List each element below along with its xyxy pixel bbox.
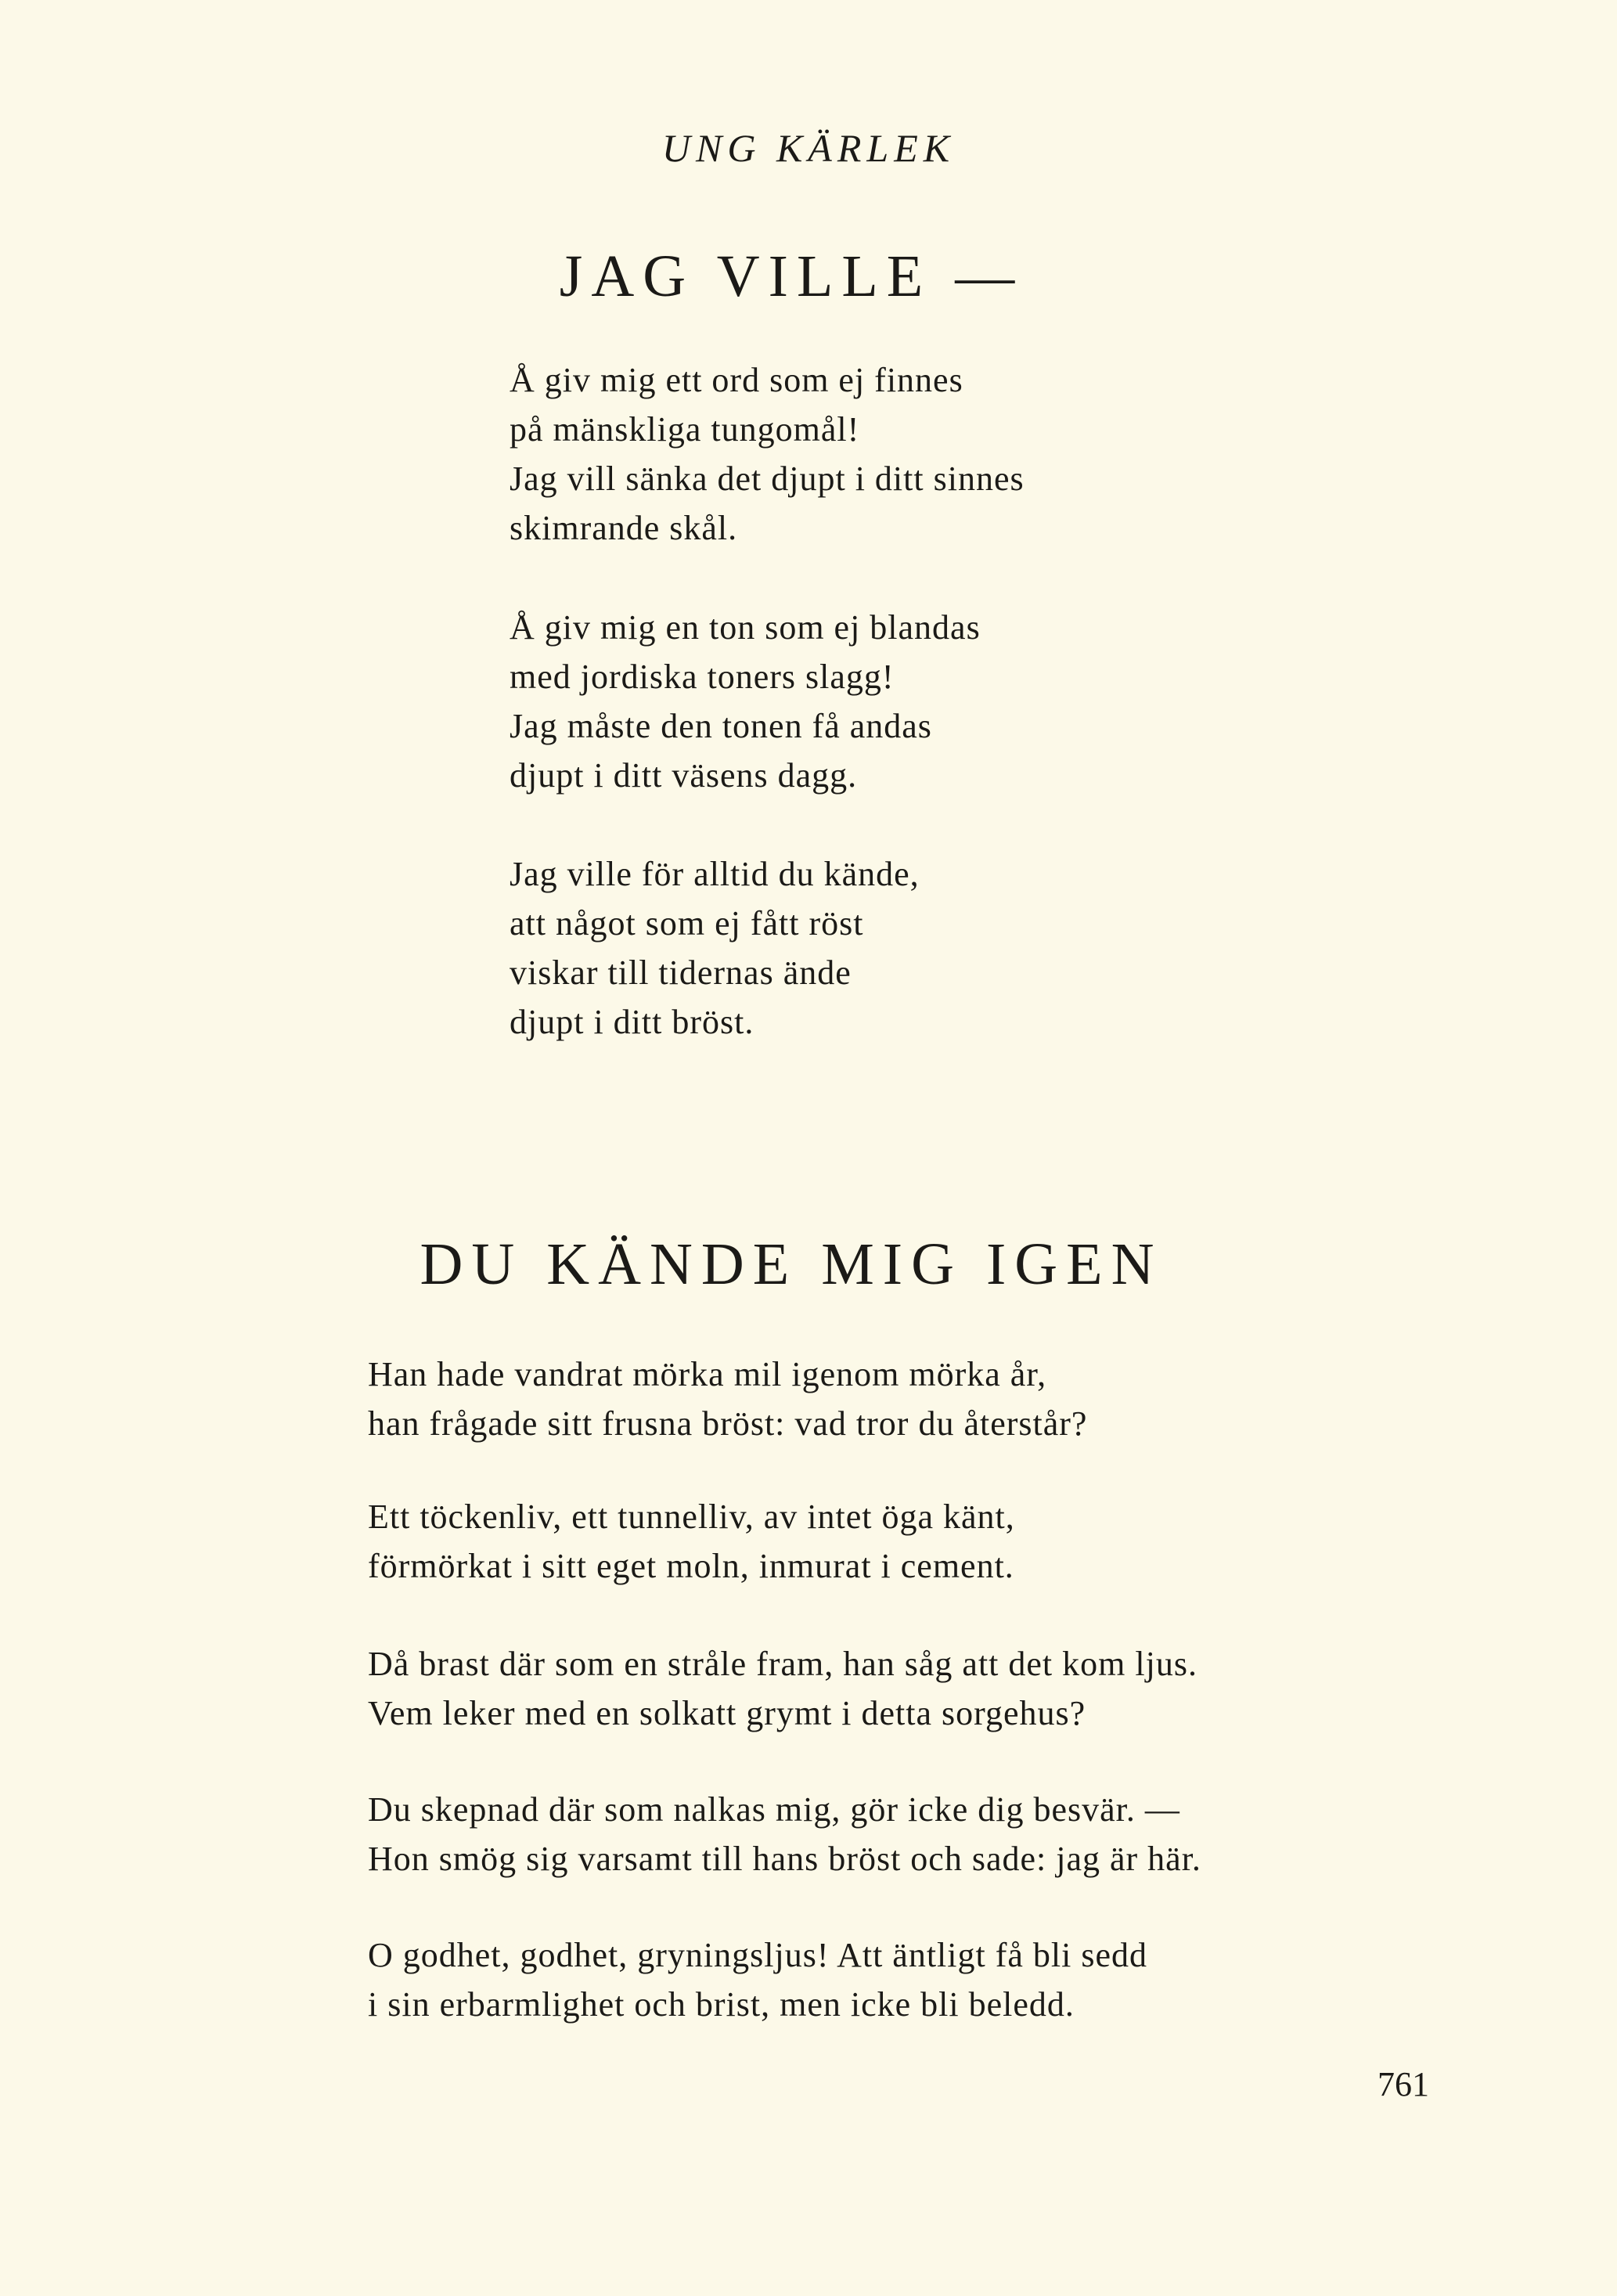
- stanza: [368, 1930, 1147, 2029]
- poem-title-du-kande-mig-igen: DU KÄNDE MIG IGEN: [420, 1231, 1163, 1297]
- verse-line: Då brast där som en stråle fram, han såg att det kom ljus.: [368, 1645, 1197, 1683]
- poem-title-jag-ville: JAG VILLE —: [559, 243, 1024, 309]
- verse-line: förmörkat i sitt eget moln, inmurat i cement.: [368, 1547, 1014, 1585]
- verse-line: Jag vill sänka det djupt i ditt sinnes: [510, 460, 1025, 498]
- page-number: 761: [1378, 2065, 1429, 2103]
- stanza: [368, 1350, 1087, 1448]
- section-title: UNG KÄRLEK: [661, 126, 956, 170]
- verse-line: skimrande skål.: [510, 509, 738, 547]
- verse-line: Du skepnad där som nalkas mig, gör icke dig besvär. —: [368, 1790, 1180, 1829]
- verse-line: viskar till tidernas ände: [510, 953, 852, 992]
- verse-line: på mänskliga tungomål!: [510, 410, 860, 449]
- verse-line: Jag måste den tonen få andas: [510, 707, 932, 745]
- verse-line: Vem leker med en solkatt grymt i detta sorgehus?: [368, 1694, 1086, 1732]
- verse-line: han frågade sitt frusna bröst: vad tror du återstår?: [368, 1404, 1088, 1443]
- stanza: [368, 1785, 1201, 1883]
- verse-line: Han hade vandrat mörka mil igenom mörka år,: [368, 1355, 1047, 1393]
- verse-line: Jag ville för alltid du kände,: [510, 855, 920, 893]
- stanza: [510, 603, 981, 800]
- verse-line: Ett töckenliv, ett tunnelliv, av intet öga känt,: [368, 1498, 1015, 1536]
- stanza: [510, 849, 920, 1047]
- stanza: [510, 355, 1025, 553]
- verse-line: Hon smög sig varsamt till hans bröst och sade: jag är här.: [368, 1840, 1201, 1878]
- verse-line: djupt i ditt väsens dagg.: [510, 756, 858, 795]
- verse-line: Å giv mig ett ord som ej finnes: [510, 361, 963, 399]
- verse-line: Å giv mig en ton som ej blandas: [510, 608, 981, 647]
- verse-line: att något som ej fått röst: [510, 904, 864, 943]
- verse-line: O godhet, godhet, gryningsljus! Att äntligt få bli sedd: [368, 1936, 1148, 1974]
- stanza: [368, 1492, 1015, 1591]
- verse-line: i sin erbarmlighet och brist, men icke bli beledd.: [368, 1985, 1075, 2024]
- verse-line: med jordiska toners slagg!: [510, 658, 895, 696]
- verse-line: djupt i ditt bröst.: [510, 1003, 754, 1041]
- stanza: [368, 1639, 1197, 1738]
